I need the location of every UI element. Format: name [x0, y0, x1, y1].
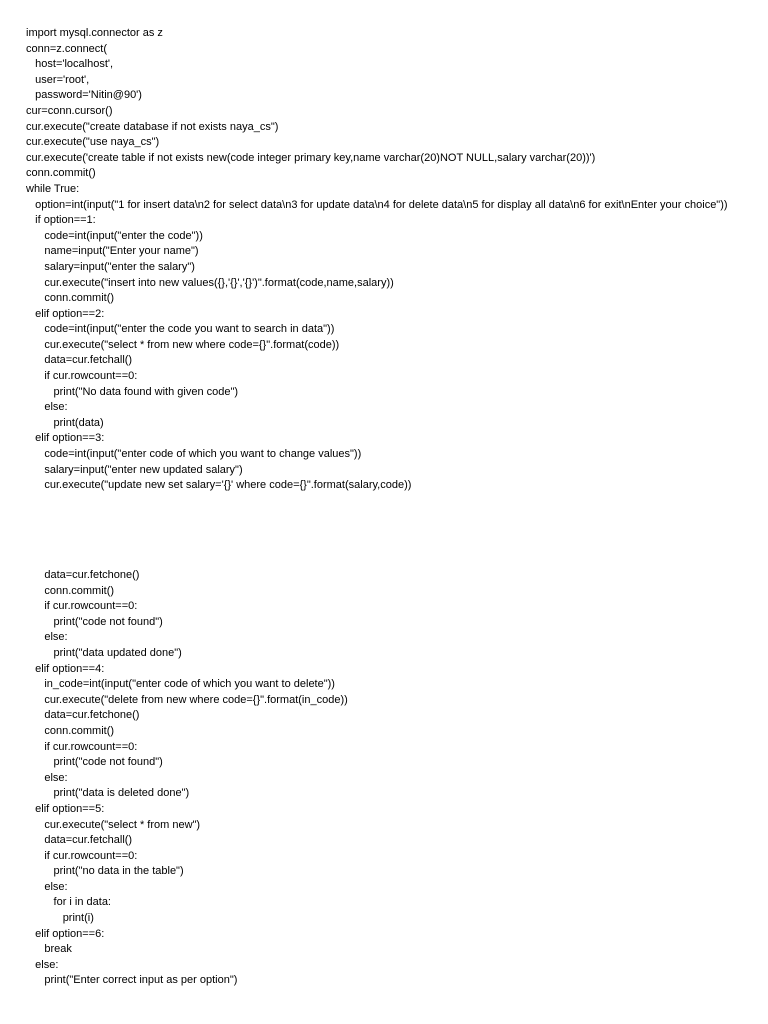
code-line: import mysql.connector as z — [26, 27, 163, 39]
code-line: host='localhost', — [26, 58, 114, 71]
code-block-top — [26, 26, 742, 494]
code-line: else: — [26, 958, 59, 971]
code-line: cur.execute("create database if not exists naya_cs") — [26, 120, 279, 133]
code-line: name=input("Enter your name") — [26, 245, 199, 258]
code-line: print("data is deleted done") — [26, 787, 190, 800]
code-line: user='root', — [26, 73, 90, 86]
code-line: else: — [26, 880, 68, 893]
code-line: elif option==3: — [26, 432, 105, 445]
code-line: else: — [26, 631, 68, 644]
code-line: if cur.rowcount==0: — [26, 849, 138, 862]
code-line: code=int(input("enter the code")) — [26, 229, 203, 242]
code-line: cur.execute("select * from new where code={}".format(code)) — [26, 338, 340, 351]
code-line: if cur.rowcount==0: — [26, 740, 138, 753]
code-line: conn.commit() — [26, 584, 115, 597]
code-line: conn=z.connect( — [26, 42, 108, 55]
code-line: cur.execute("update new set salary='{}' where code={}".format(salary,code)) — [26, 479, 412, 492]
code-line: print("no data in the table") — [26, 865, 184, 878]
code-line: data=cur.fetchone() — [26, 709, 140, 722]
code-line: password='Nitin@90') — [26, 89, 142, 102]
code-line: data=cur.fetchone() — [26, 569, 140, 581]
code-line: conn.commit() — [26, 724, 115, 737]
code-line: salary=input("enter new updated salary") — [26, 463, 243, 476]
code-line: in_code=int(input("enter code of which you want to delete")) — [26, 678, 335, 691]
code-line: if cur.rowcount==0: — [26, 370, 138, 383]
code-line: if cur.rowcount==0: — [26, 600, 138, 613]
code-line: conn.commit() — [26, 292, 115, 305]
code-line: print("data updated done") — [26, 646, 182, 659]
code-line: conn.commit() — [26, 167, 96, 180]
code-line: print("code not found") — [26, 756, 163, 769]
code-line: else: — [26, 401, 68, 414]
code-block-bottom — [26, 568, 742, 989]
code-line: salary=input("enter the salary") — [26, 260, 195, 273]
code-line: elif option==5: — [26, 802, 105, 815]
code-line: print("code not found") — [26, 615, 163, 628]
code-line: print(i) — [26, 912, 94, 925]
code-line: print("No data found with given code") — [26, 385, 239, 398]
code-line: cur.execute("delete from new where code={}".format(in_code)) — [26, 693, 348, 706]
code-line: cur.execute("use naya_cs") — [26, 136, 160, 149]
code-line: for i in data: — [26, 896, 111, 909]
code-line: elif option==4: — [26, 662, 105, 675]
code-line: break — [26, 943, 72, 956]
code-line: cur=conn.cursor() — [26, 104, 113, 117]
code-line: print(data) — [26, 416, 104, 429]
code-line: code=int(input("enter the code you want to search in data")) — [26, 323, 335, 336]
code-line: if option==1: — [26, 214, 96, 227]
code-line: data=cur.fetchall() — [26, 354, 133, 367]
code-line: option=int(input("1 for insert data\n2 for select data\n3 for update data\n4 for delete data\n5 for display all data\n6 for exit\nEnter your choice")) — [26, 198, 728, 211]
code-line: cur.execute("select * from new") — [26, 818, 201, 831]
code-line: data=cur.fetchall() — [26, 834, 133, 847]
code-line: code=int(input("enter code of which you want to change values")) — [26, 448, 362, 461]
code-line: print("Enter correct input as per option") — [26, 974, 238, 987]
code-line: cur.execute("insert into new values({},'{}','{}')".format(code,name,salary)) — [26, 276, 394, 289]
code-line: while True: — [26, 182, 80, 195]
code-line: cur.execute('create table if not exists new(code integer primary key,name varchar(20)NOT NULL,salary varchar(20))') — [26, 151, 596, 164]
code-line: elif option==2: — [26, 307, 105, 320]
code-line: elif option==6: — [26, 927, 105, 940]
code-line: else: — [26, 771, 68, 784]
